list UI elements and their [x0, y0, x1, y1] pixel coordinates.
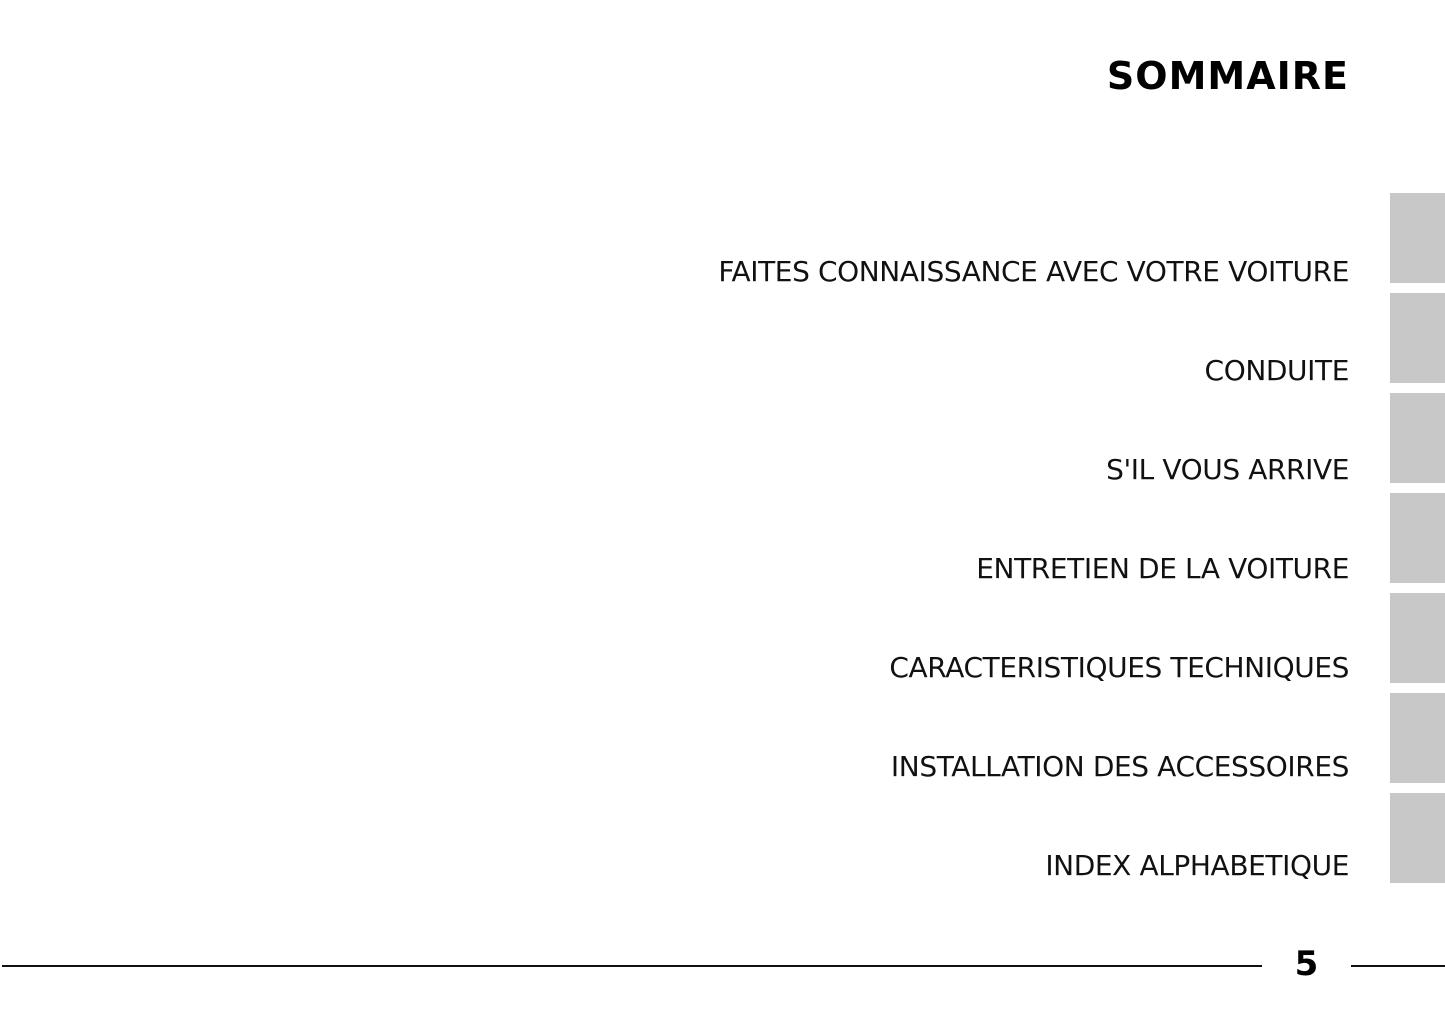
- section-tabs: [1390, 193, 1445, 893]
- toc-item-2[interactable]: CONDUITE: [1204, 354, 1349, 387]
- toc-item-3[interactable]: S'IL VOUS ARRIVE: [1106, 453, 1349, 486]
- footer-divider-left: [2, 965, 1262, 967]
- toc-item-4[interactable]: ENTRETIEN DE LA VOITURE: [976, 552, 1349, 585]
- toc-item-5[interactable]: CARACTERISTIQUES TECHNIQUES: [889, 651, 1349, 684]
- section-tab-2[interactable]: [1390, 293, 1445, 383]
- section-tab-6[interactable]: [1390, 693, 1445, 783]
- page-number: 5: [1294, 944, 1319, 984]
- page-title: SOMMAIRE: [1106, 54, 1349, 98]
- footer-divider-right: [1351, 965, 1445, 967]
- section-tab-3[interactable]: [1390, 393, 1445, 483]
- table-of-contents: [718, 246, 1349, 939]
- toc-item-7[interactable]: INDEX ALPHABETIQUE: [1045, 849, 1349, 882]
- section-tab-7[interactable]: [1390, 793, 1445, 883]
- toc-item-6[interactable]: INSTALLATION DES ACCESSOIRES: [890, 750, 1349, 783]
- section-tab-1[interactable]: [1390, 193, 1445, 283]
- section-tab-4[interactable]: [1390, 493, 1445, 583]
- toc-item-1[interactable]: FAITES CONNAISSANCE AVEC VOTRE VOITURE: [718, 255, 1349, 288]
- section-tab-5[interactable]: [1390, 593, 1445, 683]
